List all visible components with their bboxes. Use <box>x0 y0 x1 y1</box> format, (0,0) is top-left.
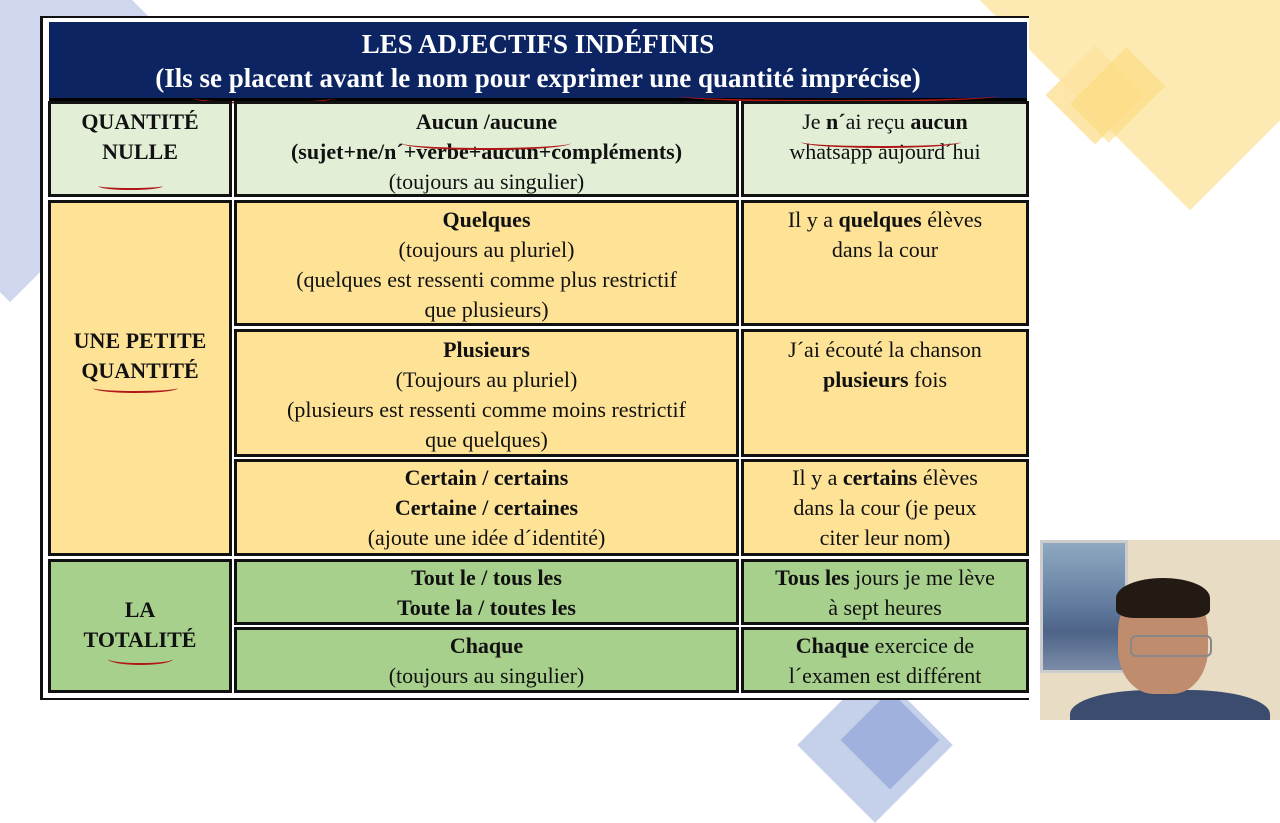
slide-table <box>40 16 1029 700</box>
presenter-hair <box>1116 578 1210 618</box>
adjective-term: Certain / certains <box>404 465 569 490</box>
category-label: NULLE <box>102 139 178 164</box>
example-cell-quelques <box>741 200 1029 326</box>
example-line: Tous les jours je me lève <box>775 565 995 590</box>
adjective-term: Aucun /aucune <box>415 109 558 134</box>
example-cell-certain <box>741 459 1029 556</box>
category-label: QUANTITÉ <box>81 109 199 134</box>
adjective-note: que quelques) <box>425 427 548 452</box>
adjective-term: Tout le / tous les <box>411 565 562 590</box>
example-line: à sept heures <box>828 595 942 620</box>
handwritten-underline <box>108 653 173 665</box>
example-cell-tout <box>741 559 1029 625</box>
example-line: dans la cour <box>831 237 939 262</box>
example-line: citer leur nom) <box>819 525 951 550</box>
presenter-webcam <box>1040 540 1280 720</box>
adjective-note: (toujours au pluriel) <box>398 237 575 262</box>
example-cell-chaque <box>741 627 1029 693</box>
adjective-construction: (sujet+ne/n´+verbe+aucun+compléments) <box>290 139 683 164</box>
example-cell-aucun <box>741 101 1029 197</box>
adjective-cell-chaque <box>234 627 739 693</box>
example-line: l´examen est différent <box>788 663 982 688</box>
adjective-note: (quelques est ressenti comme plus restrictif <box>296 267 677 292</box>
adjective-term: Quelques <box>442 207 531 232</box>
handwritten-underline <box>401 136 571 150</box>
adjective-note: (ajoute une idée d´identité) <box>367 525 606 550</box>
category-petite-quantite <box>48 200 232 556</box>
adjective-note: (toujours au singulier) <box>388 663 585 688</box>
handwritten-underline <box>98 182 163 190</box>
adjective-cell-certain <box>234 459 739 556</box>
slide-subtitle: (Ils se placent avant le nom pour exprimer une quantité imprécise) <box>155 63 921 93</box>
adjective-note: que plusieurs) <box>424 297 549 322</box>
example-line: Il y a quelques élèves <box>787 207 983 232</box>
glasses-icon <box>1130 635 1212 657</box>
handwritten-underline <box>801 136 961 148</box>
example-line: Il y a certains élèves <box>792 465 978 490</box>
example-line: Chaque exercice de <box>795 633 975 658</box>
adjective-note: (Toujours au pluriel) <box>395 367 578 392</box>
example-line: Je n´ai reçu aucun <box>802 109 968 134</box>
example-line: whatsapp aujourd´hui <box>789 139 981 164</box>
slide-title: LES ADJECTIFS INDÉFINIS <box>361 29 715 59</box>
example-line: plusieurs fois <box>822 367 948 392</box>
adjective-note: (plusieurs est ressenti comme moins restrictif <box>287 397 686 422</box>
category-label: TOTALITÉ <box>83 627 197 652</box>
example-line: dans la cour (je peux <box>793 495 977 520</box>
adjective-term: Plusieurs <box>443 337 530 362</box>
slide-header <box>49 22 1027 101</box>
adjective-term: Chaque <box>449 633 524 658</box>
adjective-term: Certaine / certaines <box>394 495 579 520</box>
category-label: LA <box>124 597 156 622</box>
adjective-term: Toute la / toutes les <box>397 595 576 620</box>
adjective-note: (toujours au singulier) <box>388 169 585 194</box>
handwritten-underline <box>93 383 178 393</box>
category-totalite <box>48 559 232 693</box>
category-label: QUANTITÉ <box>81 358 199 383</box>
example-cell-plusieurs <box>741 329 1029 457</box>
adjective-cell-quelques <box>234 200 739 326</box>
category-label: UNE PETITE <box>73 328 207 353</box>
adjective-cell-tout <box>234 559 739 625</box>
example-line: J´ai écouté la chanson <box>788 337 982 362</box>
paris-painting <box>1040 540 1128 673</box>
presenter-shirt <box>1070 690 1270 720</box>
adjective-cell-plusieurs <box>234 329 739 457</box>
